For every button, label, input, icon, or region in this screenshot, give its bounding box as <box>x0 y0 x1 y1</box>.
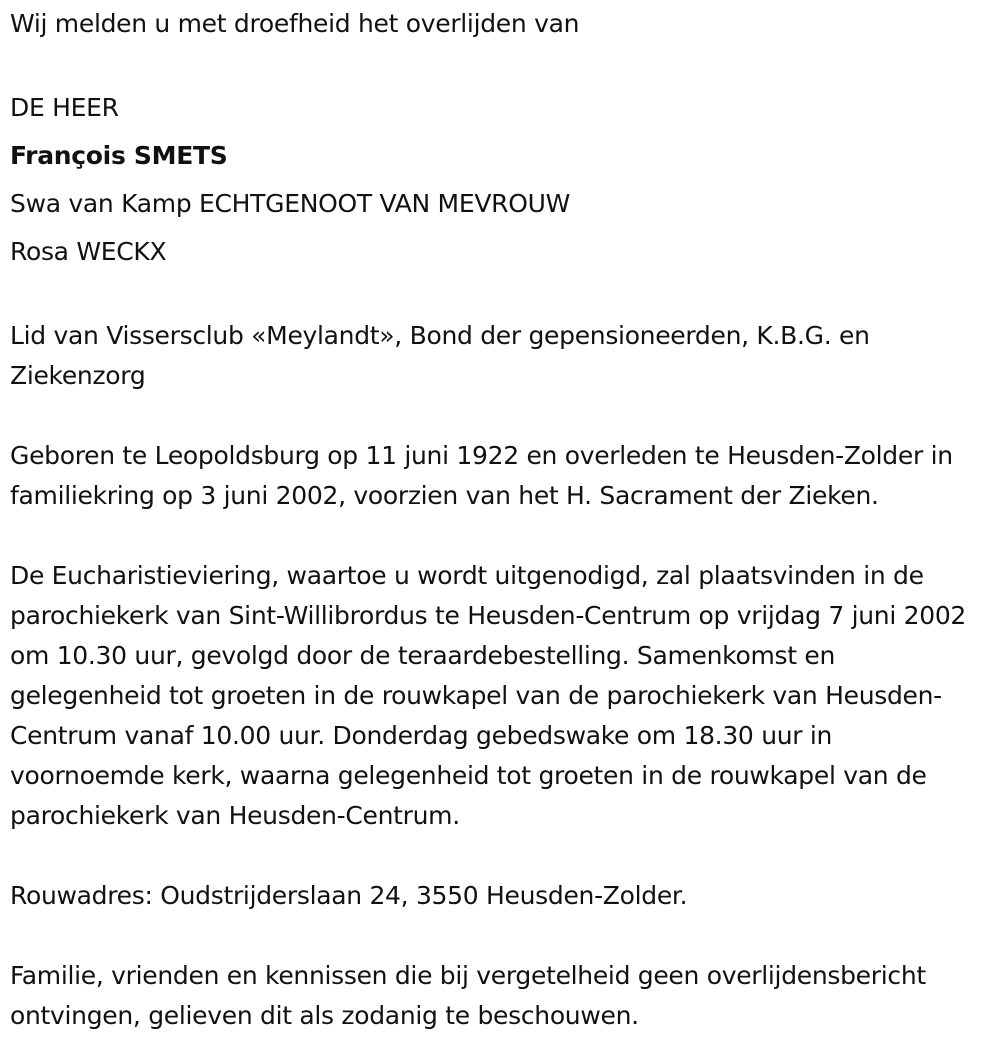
honorific-title: DE HEER <box>10 93 119 122</box>
spouse-line: Swa van Kamp ECHTGENOOT VAN MEVROUW <box>10 189 570 218</box>
deceased-name: François SMETS <box>10 141 228 170</box>
closing-paragraph: Familie, vrienden en kennissen die bij vergetelheid geen overlijdensbericht ontvingen, gelieven dit als zodanig te beschouwen. <box>10 961 926 1030</box>
death-notice <box>10 4 994 1036</box>
spouse-name: Rosa WECKX <box>10 237 167 266</box>
address-paragraph: Rouwadres: Oudstrijderslaan 24, 3550 Heusden-Zolder. <box>10 881 688 910</box>
intro-text: Wij melden u met droefheid het overlijden van <box>10 9 580 38</box>
birth-death-paragraph: Geboren te Leopoldsburg op 11 juni 1922 en overleden te Heusden-Zolder in familiekring op 3 juni 2002, voorzien van het H. Sacrament der Zieken. <box>10 441 953 510</box>
memberships-paragraph: Lid van Vissersclub «Meylandt», Bond der gepensioneerden, K.B.G. en Ziekenzorg <box>10 321 870 390</box>
service-paragraph: De Eucharistieviering, waartoe u wordt uitgenodigd, zal plaatsvinden in de parochiekerk van Sint-Willibrordus te Heusden-Centrum op vrijdag 7 juni 2002 om 10.30 uur, gevolgd door de teraardebestelling. Samenkomst en gelegenheid tot groeten in de rouwkapel van de parochiekerk van Heusden-Centrum vanaf 10.00 uur. Donderdag gebedswake om 18.30 uur in voornoemde kerk, waarna gelegenheid tot groeten in de rouwkapel van de parochiekerk van Heusden-Centrum. <box>10 561 967 830</box>
